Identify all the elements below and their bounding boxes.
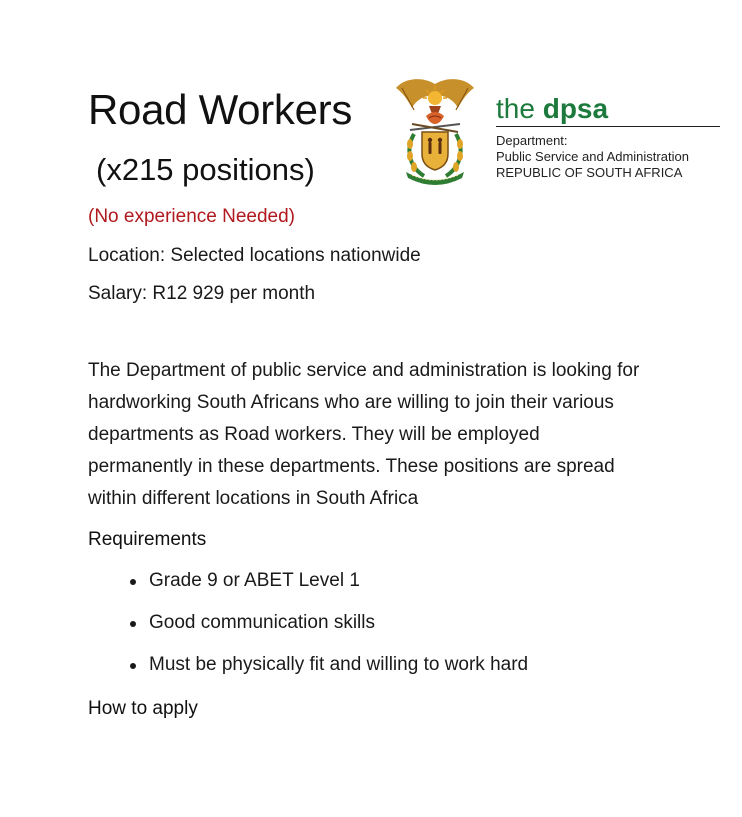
dpsa-prefix: the (496, 93, 535, 124)
job-description: The Department of public service and administration is looking for hardworking South Africans who are willing to join their various departments as Road workers. They will be employed permanently in these departments. These positions are spread within different locations in South Africa (88, 360, 640, 509)
requirement-text: Must be physically fit and willing to work hard (149, 654, 529, 675)
bullet-icon (130, 579, 136, 585)
list-item (130, 654, 528, 696)
requirement-text: Grade 9 or ABET Level 1 (149, 570, 360, 591)
list-item (130, 570, 528, 612)
coat-of-arms-icon (392, 74, 478, 186)
bullet-icon (130, 621, 136, 627)
location-text: Location: Selected locations nationwide (88, 245, 421, 266)
dpsa-logo (496, 94, 720, 181)
positions-count: (x215 positions) (96, 152, 315, 187)
bullet-icon (130, 663, 136, 669)
requirements-list (130, 570, 528, 696)
page-title: Road Workers (88, 86, 353, 133)
how-to-apply-heading: How to apply (88, 698, 198, 719)
dpsa-department-label: Department: (496, 133, 568, 148)
requirements-heading: Requirements (88, 529, 207, 550)
dpsa-country: REPUBLIC OF SOUTH AFRICA (496, 165, 683, 180)
dpsa-wordmark (496, 94, 720, 127)
experience-note: (No experience Needed) (88, 206, 296, 227)
list-item (130, 612, 528, 654)
requirement-text: Good communication skills (149, 612, 375, 633)
salary-text: Salary: R12 929 per month (88, 283, 316, 304)
dpsa-department-name: Public Service and Administration (496, 149, 689, 164)
dpsa-name: dpsa (542, 93, 609, 124)
